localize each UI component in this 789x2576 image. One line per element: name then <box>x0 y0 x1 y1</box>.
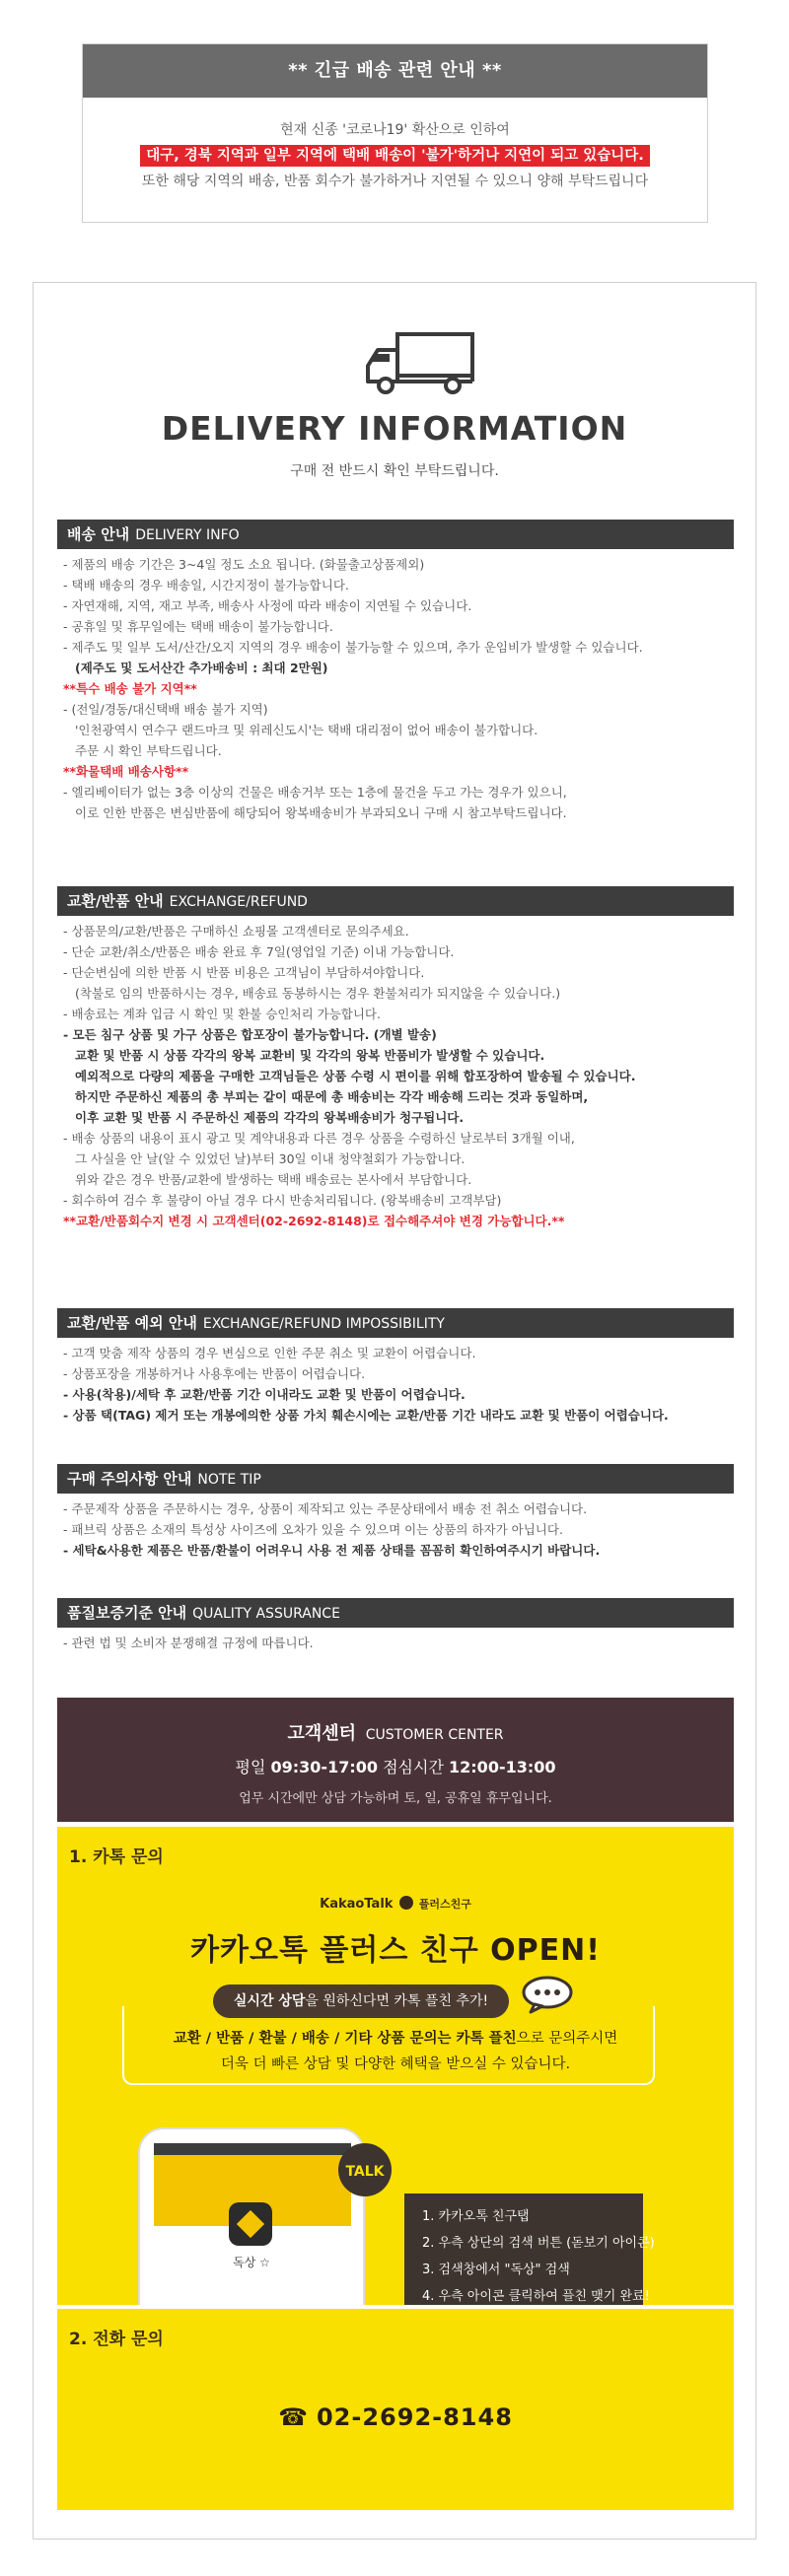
list-item: 교환 및 반품 시 상품 각각의 왕복 교환비 및 각각의 왕복 반품비가 발생할 수 있습니다. <box>75 1048 545 1063</box>
list-item: - 제주도 및 일부 도서/산간/오지 지역의 경우 배송이 불가능할 수 있으며, 추가 운임비가 발생할 수 있습니다. <box>63 640 643 655</box>
section-header-quality <box>57 1598 734 1628</box>
section-header-exchange <box>57 886 734 916</box>
exchange-list <box>63 921 734 1231</box>
cs-title-ko: 고객센터 <box>287 1723 356 1744</box>
list-item: 위와 같은 경우 반품/교환에 발생하는 택배 배송료는 본사에서 부담합니다. <box>75 1172 472 1187</box>
notice-line-1: 현재 신종 '코로나19' 확산으로 인하여 <box>280 122 510 138</box>
section-header-delivery <box>57 520 734 549</box>
truck-icon <box>364 328 482 397</box>
inq-bold: 교환 / 반품 / 환불 / 배송 / 기타 상품 문의는 카톡 플친 <box>173 2031 517 2047</box>
list-item: - 상품포장을 개봉하거나 사용후에는 반품이 어렵습니다. <box>63 1366 366 1381</box>
section-header-note <box>57 1464 734 1494</box>
list-item: - 배송료는 계좌 입금 시 확인 및 환불 승인처리 가능합니다. <box>63 1007 381 1021</box>
phone-number-row[interactable] <box>57 2403 734 2431</box>
kakao-label: 1. 카톡 문의 <box>69 1847 164 1867</box>
section-title-en: EXCHANGE/REFUND <box>169 894 308 910</box>
page-title: DELIVERY INFORMATION <box>161 409 628 448</box>
list-item: 이로 인한 반품은 변심반품에 해당되어 왕복배송비가 부과되오니 구매 시 참고부탁드립니다. <box>75 805 567 820</box>
list-item: - 택배 배송의 경우 배송일, 시간지정이 불가능합니다. <box>63 578 349 592</box>
section-title-ko: 배송 안내 <box>67 525 130 543</box>
delivery-info-panel <box>33 282 756 2540</box>
kakao-inquiry <box>57 1827 734 2305</box>
section-title-ko: 교환/반품 안내 <box>67 892 164 910</box>
step-item: 4. 우측 아이콘 클릭하여 플친 맺기 완료! <box>422 2289 650 2304</box>
list-item: - 관련 법 및 소비자 분쟁해결 규정에 따릅니다. <box>63 1636 314 1650</box>
phone-inquiry <box>57 2309 734 2510</box>
section-header-impossibility <box>57 1308 734 1338</box>
section-title-en: DELIVERY INFO <box>135 527 240 543</box>
list-item: - 공휴일 및 휴무일에는 택배 배송이 불가능합니다. <box>63 619 333 634</box>
phone-number[interactable]: 02-2692-8148 <box>316 2403 513 2431</box>
phone-profile-name: 독상 ☆ <box>233 2256 270 2269</box>
cs-lunch-label: 점심시간 <box>383 1758 444 1776</box>
list-item: - 제품의 배송 기간은 3~4일 정도 소요 됩니다. (화물출고상품제외) <box>63 557 425 572</box>
urgent-notice <box>82 43 708 223</box>
impossibility-list <box>63 1343 734 1426</box>
list-item: - 주문제작 상품을 주문하시는 경우, 상품이 제작되고 있는 주문상태에서 배송 전 취소 어렵습니다. <box>63 1501 588 1516</box>
phone-mockup <box>138 2127 365 2305</box>
section-title-en: NOTE TIP <box>197 1472 261 1488</box>
step-item: 2. 우측 상단의 검색 버튼 (돋보기 아이콘) <box>422 2236 655 2251</box>
inq-rest: 으로 문의주시면 <box>516 2031 618 2047</box>
list-item: 주문 시 확인 부탁드립니다. <box>75 743 222 758</box>
list-item: '인천광역시 연수구 랜드마크 및 위레신도시'는 택배 대리점이 없어 배송이 불가합니다. <box>75 723 538 737</box>
notice-line-3: 또한 해당 지역의 배송, 반품 회수가 불가하거나 지연될 수 있으니 양해 부탁드립니다 <box>141 174 649 189</box>
cs-hours-label: 평일 <box>235 1758 266 1776</box>
kakao-talk-icon <box>337 2142 393 2197</box>
kakao-steps <box>404 2193 655 2305</box>
notice-title: ** 긴급 배송 관련 안내 ** <box>83 44 707 98</box>
kakao-brand-sub: 플러스친구 <box>418 1898 471 1911</box>
cs-hours: 09:30-17:00 <box>270 1758 378 1776</box>
kakao-pill <box>213 1984 509 2018</box>
kakao-headline: 카카오톡 플러스 친구 OPEN! <box>190 1933 601 1968</box>
list-item: - 사용(착용)/세탁 후 교환/반품 기간 이내라도 교환 및 반품이 어렵습니다. <box>63 1387 466 1402</box>
kakao-brand-name: KakaoTalk <box>320 1897 394 1912</box>
list-item: **화물택배 배송사항** <box>63 764 189 779</box>
chat-bubble-icon <box>521 1975 574 2014</box>
list-item: 이후 교환 및 반품 시 주문하신 제품의 각각의 왕복배송비가 청구됩니다. <box>75 1110 465 1125</box>
list-item: 하지만 주문하신 제품의 총 부피는 같이 때문에 총 배송비는 각각 배송해 드리는 것과 동일하며, <box>75 1089 589 1104</box>
list-item: 그 사실을 안 날(알 수 있었던 날)부터 30일 이내 청약철회가 가능합니다. <box>75 1151 466 1166</box>
kakao-inquiry-text <box>57 2026 734 2077</box>
list-item: - 상품문의/교환/반품은 구매하신 쇼핑몰 고객센터로 문의주세요. <box>63 924 409 939</box>
list-item: - 상품 택(TAG) 제거 또는 개봉에의한 상품 가치 훼손시에는 교환/반품 기간 내라도 교환 및 반품이 어렵습니다. <box>63 1408 669 1423</box>
note-list <box>63 1498 734 1561</box>
list-item: - 고객 맞춤 제작 상품의 경우 변심으로 인한 주문 취소 및 교환이 어렵습니다. <box>63 1346 476 1360</box>
list-item: - 세탁&사용한 제품은 반품/환불이 어려우니 사용 전 제품 상태를 꼼꼼히 확인하여주시기 바랍니다. <box>63 1543 601 1558</box>
cs-title-en: CUSTOMER CENTER <box>365 1727 504 1743</box>
section-title-ko: 교환/반품 예외 안내 <box>67 1314 197 1332</box>
inq-line2: 더욱 더 빠른 상담 및 다양한 혜택을 받으실 수 있습니다. <box>220 2056 571 2072</box>
list-item: - 배송 상품의 내용이 표시 광고 및 계약내용과 다른 경우 상품을 수령하신 날로부터 3개월 이내, <box>63 1131 575 1146</box>
phone-inquiry-label: 2. 전화 문의 <box>69 2330 164 2349</box>
list-item: (착불로 임의 반품하시는 경우, 배송료 동봉하시는 경우 환불처리가 되지않을 수 있습니다.) <box>75 986 561 1001</box>
list-item: - (전일/경동/대신택배 배송 불가 지역) <box>63 702 268 717</box>
customer-center <box>57 1698 734 1822</box>
phone-status-bar <box>154 2143 351 2155</box>
list-item: (제주도 및 도서산간 추가배송비 : 최대 2만원) <box>75 661 328 675</box>
list-item: - 모든 침구 상품 및 가구 상품은 합포장이 불가능합니다. (개별 발송) <box>63 1027 437 1042</box>
cs-lunch: 12:00-13:00 <box>449 1758 556 1776</box>
page-subtitle: 구매 전 반드시 확인 부탁드립니다. <box>290 463 499 479</box>
list-item: **교환/반품회수지 변경 시 고객센터(02-2692-8148)로 접수해주셔야 변경 가능합니다.** <box>63 1214 565 1228</box>
list-item: - 패브릭 상품은 소재의 특성상 사이즈에 오차가 있을 수 있으며 이는 상품의 하자가 아닙니다. <box>63 1522 563 1537</box>
section-title-en: QUALITY ASSURANCE <box>192 1606 340 1622</box>
section-title-ko: 구매 주의사항 안내 <box>67 1470 192 1488</box>
notice-highlight: 대구, 경북 지역과 일부 지역에 택배 배송이 '불가'하거나 지연이 되고 있습니다. <box>140 145 650 167</box>
pill-bold: 실시간 상담 <box>233 1993 306 2009</box>
list-item: - 자연재해, 지역, 재고 부족, 배송사 사정에 따라 배송이 지연될 수 있습니다. <box>63 598 472 613</box>
telephone-icon: ☎ <box>278 2403 309 2431</box>
list-item: - 단순 교환/취소/반품은 배송 완료 후 7일(영업일 기준) 이내 가능합니다. <box>63 944 455 959</box>
list-item: - 회수하여 검수 후 불량이 아닐 경우 다시 반송처리됩니다. (왕복배송비 고객부담) <box>63 1193 502 1208</box>
list-item: 예외적으로 다량의 제품을 구매한 고객님들은 상품 수령 시 편이를 위해 합포장하여 발송될 수 있습니다. <box>75 1069 636 1083</box>
section-title-en: EXCHANGE/REFUND IMPOSSIBILITY <box>202 1316 445 1332</box>
step-item: 3. 검색창에서 "독상" 검색 <box>422 2263 570 2277</box>
shop-logo-icon <box>229 2202 272 2246</box>
quality-list <box>63 1633 734 1653</box>
talk-badge-text: TALK <box>345 2164 385 2180</box>
list-item: - 엘리베이터가 없는 3층 이상의 건물은 배송거부 또는 1층에 물건을 두고 가는 경우가 있으니, <box>63 785 567 800</box>
delivery-list <box>63 554 734 823</box>
kakao-brand <box>57 1896 734 1912</box>
step-item: 1. 카카오톡 친구탭 <box>422 2209 530 2224</box>
kakao-plus-icon <box>399 1896 413 1910</box>
list-item: **특수 배송 불가 지역** <box>63 681 197 696</box>
section-title-ko: 품질보증기준 안내 <box>67 1604 187 1622</box>
cs-note: 업무 시간에만 상담 가능하며 토, 일, 공휴일 휴무입니다. <box>239 1791 552 1806</box>
list-item: - 단순변심에 의한 반품 시 반품 비용은 고객님이 부담하셔야합니다. <box>63 965 425 980</box>
pill-rest: 을 원하신다면 카톡 플친 추가! <box>305 1993 489 2009</box>
